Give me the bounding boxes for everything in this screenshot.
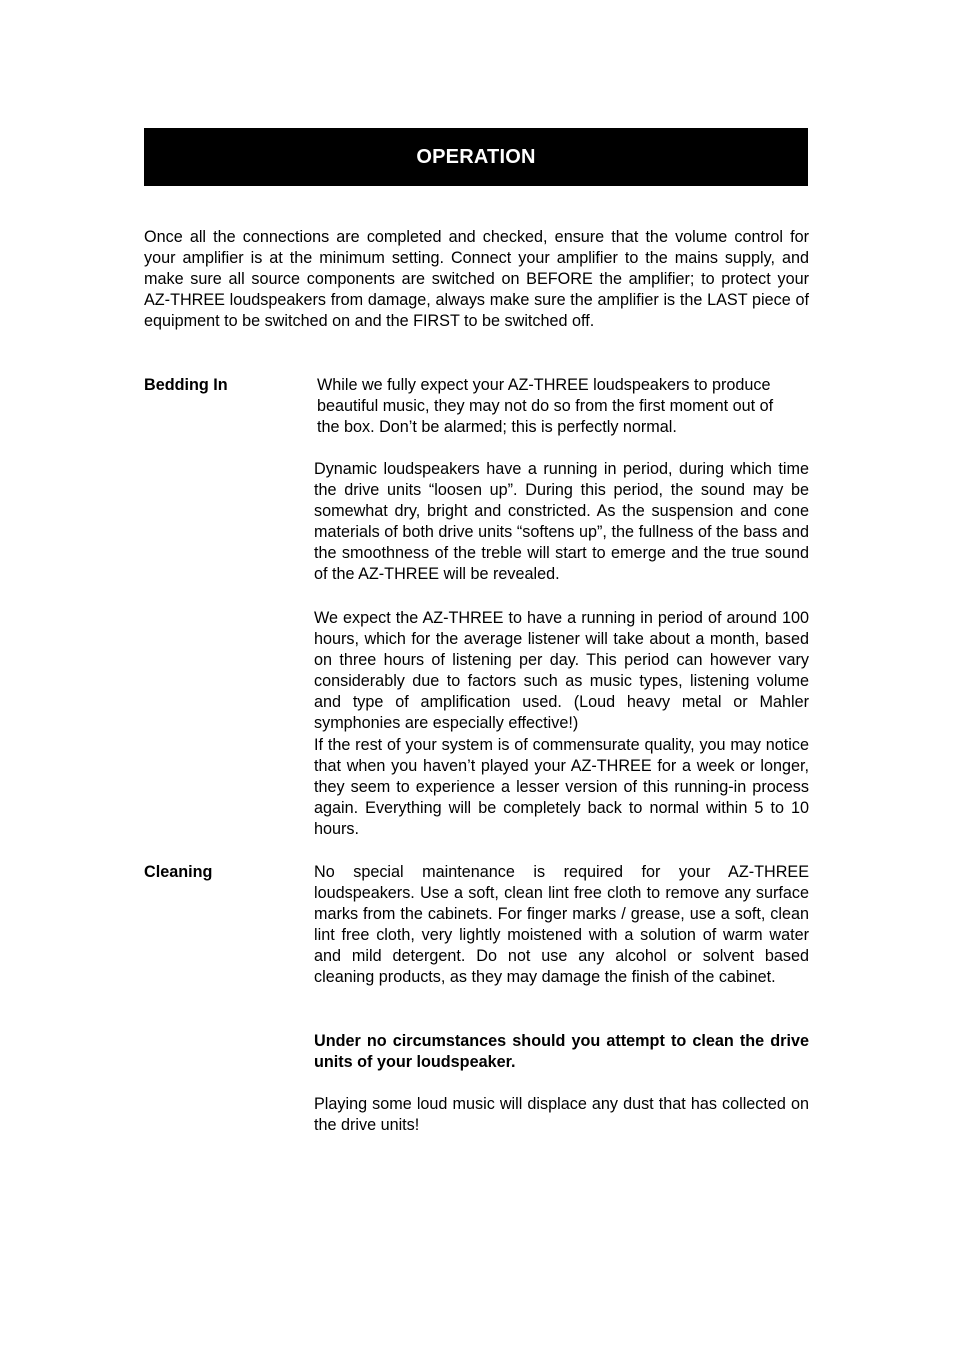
section-title: OPERATION	[416, 145, 536, 168]
cleaning-label: Cleaning	[144, 863, 213, 881]
bedding-in-paragraph-1: While we fully expect your AZ-THREE loudspeakers to produce beautiful music, they may not do so from the first moment out of the box. Don’t be alarmed; this is perfectly normal.	[317, 376, 774, 437]
section-title-bar	[144, 128, 808, 186]
cleaning-warning: Under no circumstances should you attempt to clean the drive units of your loudspeaker.	[314, 1032, 809, 1072]
bedding-in-paragraph-2: Dynamic loudspeakers have a running in period, during which time the drive units “loosen up”. During this period, the sound may be somewhat dry, bright and constricted. As the suspension and cone materials of both drive units “softens up”, the fullness of the bass and the smoothness of the treble will start to emerge and the true sound of the AZ-THREE will be revealed.	[314, 460, 809, 584]
cleaning-paragraph-1: No special maintenance is required for your AZ-THREE loudspeakers. Use a soft, clean lint free cloth to remove any surface marks from the cabinets. For finger marks / grease, use a soft, clean lint free cloth, very lightly moistened with a solution of warm water and mild detergent. Do not use any alcohol or solvent based cleaning products, as they may damage the finish of the cabinet.	[314, 863, 809, 987]
bedding-in-paragraph-4: If the rest of your system is of commensurate quality, you may notice that when you haven’t played your AZ-THREE for a week or longer, they seem to experience a lesser version of this running-in process again. Everything will be completely back to normal within 5 to 10 hours.	[314, 736, 809, 839]
bedding-in-paragraph-3: We expect the AZ-THREE to have a running in period of around 100 hours, which for the average listener will take about a month, based on three hours of listening per day. This period can however vary considerably due to factors such as music types, listening volume and type of amplification used. (Loud heavy metal or Mahler symphonies are especially effective!)	[314, 609, 809, 733]
cleaning-paragraph-3: Playing some loud music will displace any dust that has collected on the drive units!	[314, 1095, 809, 1135]
bedding-in-label: Bedding In	[144, 376, 228, 394]
intro-paragraph: Once all the connections are completed and checked, ensure that the volume control for your amplifier is at the minimum setting. Connect your amplifier to the mains supply, and make sure all source components are switched on BEFORE the amplifier; to protect your AZ-THREE loudspeakers from damage, always make sure the amplifier is the LAST piece of equipment to be switched on and the FIRST to be switched off.	[144, 228, 809, 331]
